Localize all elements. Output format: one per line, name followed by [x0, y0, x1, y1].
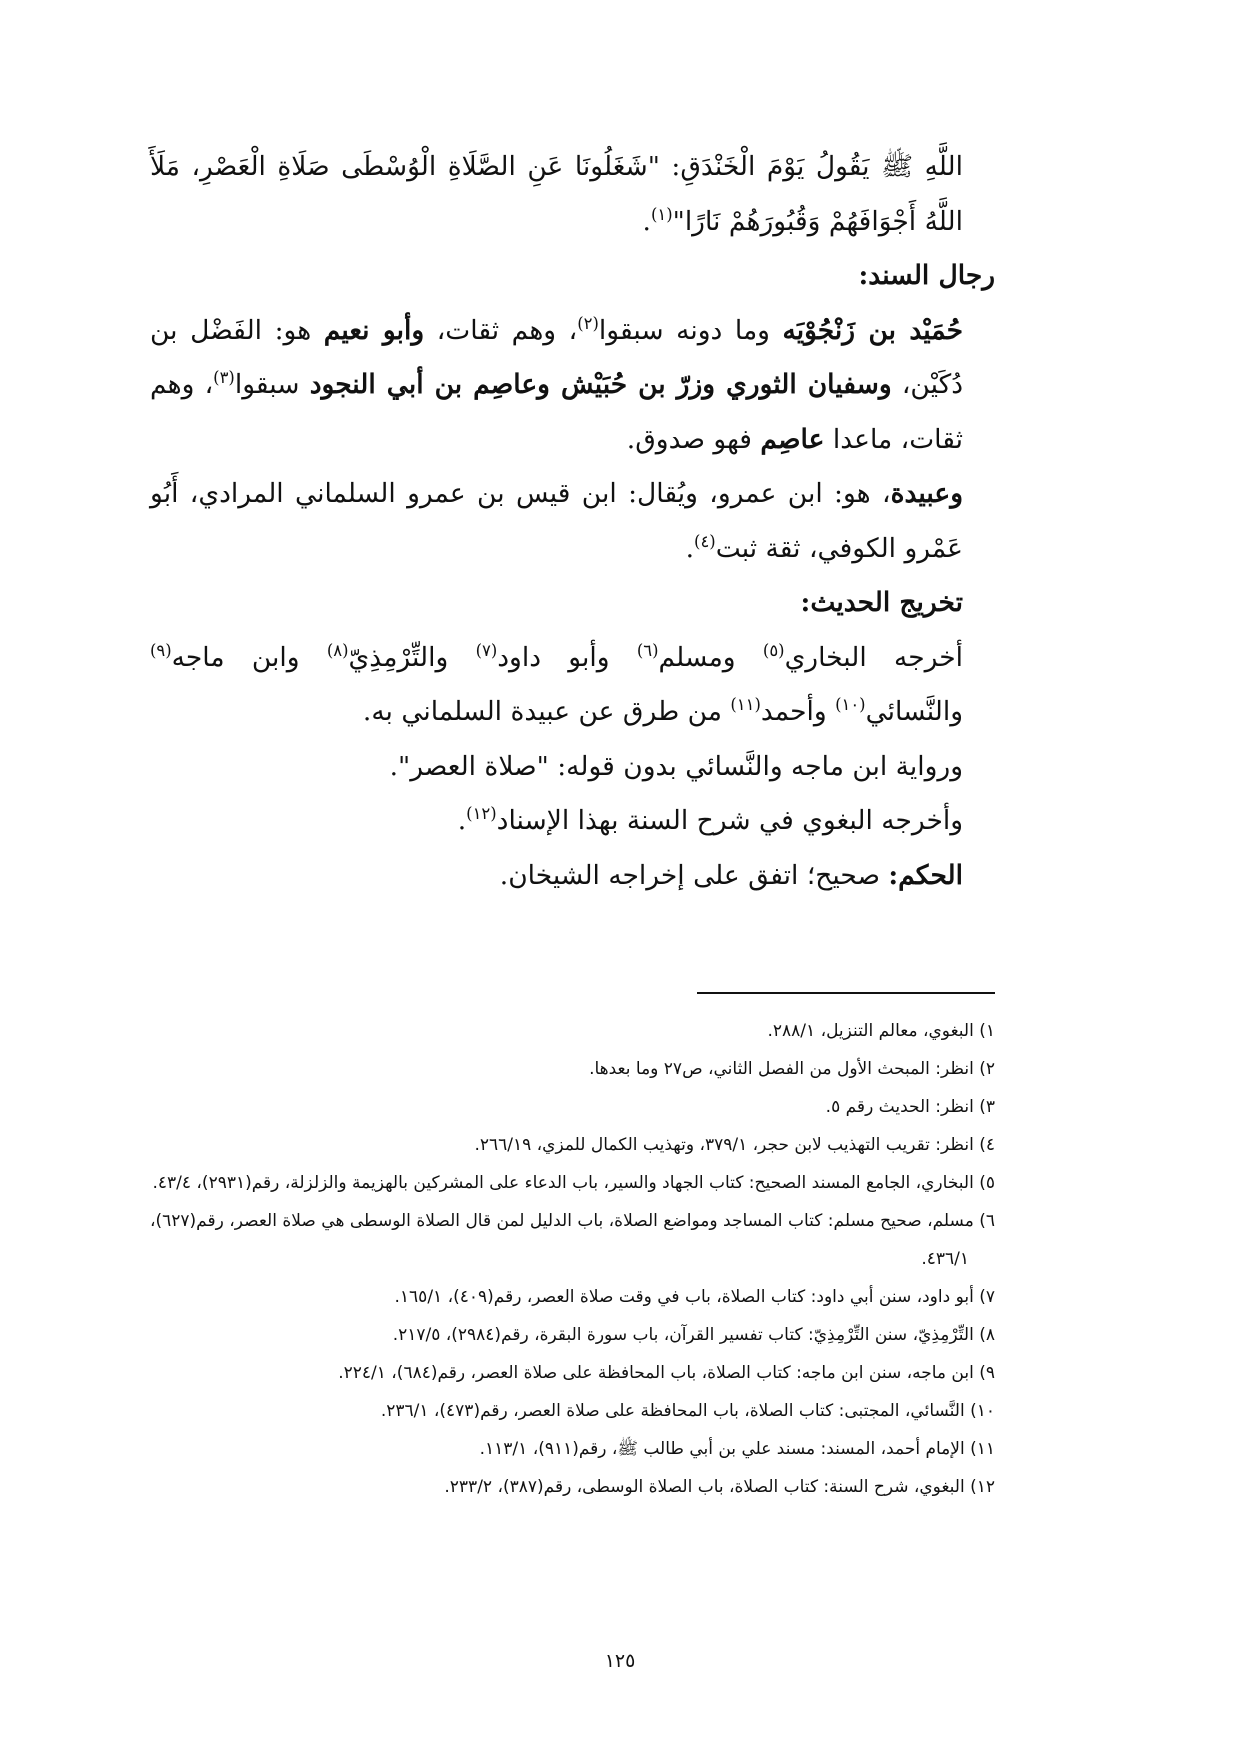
footnote-10: ١٠) النَّسائي، المجتبى: كتاب الصلاة، باب المحافظة على صلاة العصر، رقم(٤٧٣)، ٢٣٦/١. [380, 1401, 995, 1421]
footnote-7: ٧) أبو داود، سنن أبي داود: كتاب الصلاة، باب في وقت صلاة العصر، رقم(٤٠٩)، ١٦٥/١. [394, 1287, 995, 1307]
footnote-12: ١٢) البغوي، شرح السنة: كتاب الصلاة، باب الصلاة الوسطى، رقم(٣٨٧)، ٢٣٣/٢. [444, 1477, 995, 1497]
footnote-2: ٢) انظر: المبحث الأول من الفصل الثاني، ص٢٧ وما بعدها. [589, 1059, 995, 1079]
footnote-6: ٦) مسلم، صحيح مسلم: كتاب المساجد ومواضع الصلاة، باب الدليل لمن قال الصلاة الوسطى هي صلاة العصر، رقم(٦٢٧)، ٤٣٦/١. [150, 1211, 995, 1269]
takhrij-paragraph: أخرجه البخاري$^{(٥)}$ ومسلم$^{(٦)}$ وأبو داود$^{(٧)}$ والتِّرْمِذِيّ$^{(٨)}$ وابن ماجه$^{(٩)}$ والنَّسائي$^{(١٠)}$ وأحمد$^{(١١)}$ من طرق عن عبيدة السلماني به. [150, 640, 963, 727]
main-text [150, 140, 995, 903]
footnote-ref-10[interactable]: (١٠) [835, 694, 866, 714]
footnote-8: ٨) التِّرْمِذِيّ، سنن التِّرْمِذِيّ: كتاب تفسير القرآن، باب سورة البقرة، رقم(٢٩٨٤)، ٢١٧/٥. [392, 1325, 995, 1345]
footnote-4: ٤) انظر: تقريب التهذيب لابن حجر، ٣٧٩/١، وتهذيب الكمال للمزي، ٢٦٦/١٩. [474, 1135, 995, 1155]
footnote-11: ١١) الإمام أحمد، المسند: مسند علي بن أبي طالب ﷺ، رقم(٩١١)، ١١٣/١. [479, 1439, 995, 1459]
footnote-ref-2[interactable]: (٢) [577, 313, 599, 333]
footnote-ref-9[interactable]: (٩) [150, 640, 172, 660]
footnote-ref-7[interactable]: (٧) [475, 640, 498, 660]
page-number: ١٢٥ [604, 1650, 636, 1672]
footnote-5: ٥) البخاري، الجامع المسند الصحيح: كتاب الجهاد والسير، باب الدعاء على المشركين بالهزيمة والزلزلة، رقم(٢٩٣١)، ٤٣/٤. [152, 1173, 995, 1193]
section-heading-narrators: رجال السند: [858, 260, 995, 291]
hadith-text: اللَّهِ ﷺ يَقُولُ يَوْمَ الْخَنْدَقِ: "شَغَلُونَا عَنِ الصَّلَاةِ الْوُسْطَى صَلَاةِ الْعَصْرِ، مَلَأَ اللَّهُ أَجْوَافَهُمْ وَقُبُورَهُمْ نَارًا"$^{(١)}$. [150, 151, 963, 237]
footnote-ref-8[interactable]: (٨) [326, 640, 349, 660]
footnote-9: ٩) ابن ماجه، سنن ابن ماجه: كتاب الصلاة، باب المحافظة على صلاة العصر، رقم(٦٨٤)، ٢٢٤/١. [338, 1363, 995, 1383]
footnotes-list [150, 1012, 995, 1506]
footnote-ref-1[interactable]: (١) [650, 204, 673, 224]
ibn-majah-note: ورواية ابن ماجه والنَّسائي بدون قوله: "صلاة العصر". [389, 750, 963, 782]
footnote-3: ٣) انظر: الحديث رقم ٥. [825, 1097, 995, 1117]
footnote-ref-6[interactable]: (٦) [636, 640, 659, 660]
ruling-paragraph: الحكم: صحيح؛ اتفق على إخراجه الشيخان. [499, 859, 963, 891]
footnote-ref-3[interactable]: (٣) [213, 367, 235, 387]
ubayda-paragraph: وعبيدة، هو: ابن عمرو، ويُقال: ابن قيس بن عمرو السلماني المرادي، أَبُو عَمْرو الكوفي، ثقة ثبت$^{(٤)}$. [150, 478, 963, 564]
section-heading-takhrij: تخريج الحديث: [800, 587, 963, 618]
footnote-ref-12[interactable]: (١٢) [466, 803, 497, 823]
footnote-1: ١) البغوي، معالم التنزيل، ٢٨٨/١. [767, 1021, 995, 1041]
footnote-ref-5[interactable]: (٥) [762, 640, 785, 660]
baghawi-paragraph: وأخرجه البغوي في شرح السنة بهذا الإسناد$^{(١٢)}$. [457, 803, 963, 836]
narrators-paragraph: حُمَيْد بن زَنْجُوْيَه وما دونه سبقوا$^{(٢)}$، وهم ثقات، وأبو نعيم هو: الفَضْل بن دُكَيْن، وسفيان الثوري وزرّ بن حُبَيْش وعاصِم بن أبي النجود سبقوا$^{(٣)}$، وهم ثقات، ماعدا عاصِم فهو صدوق. [150, 313, 963, 455]
footnote-ref-4[interactable]: (٤) [694, 531, 716, 551]
footnote-ref-11[interactable]: (١١) [730, 694, 761, 714]
footnote-divider [697, 992, 995, 994]
